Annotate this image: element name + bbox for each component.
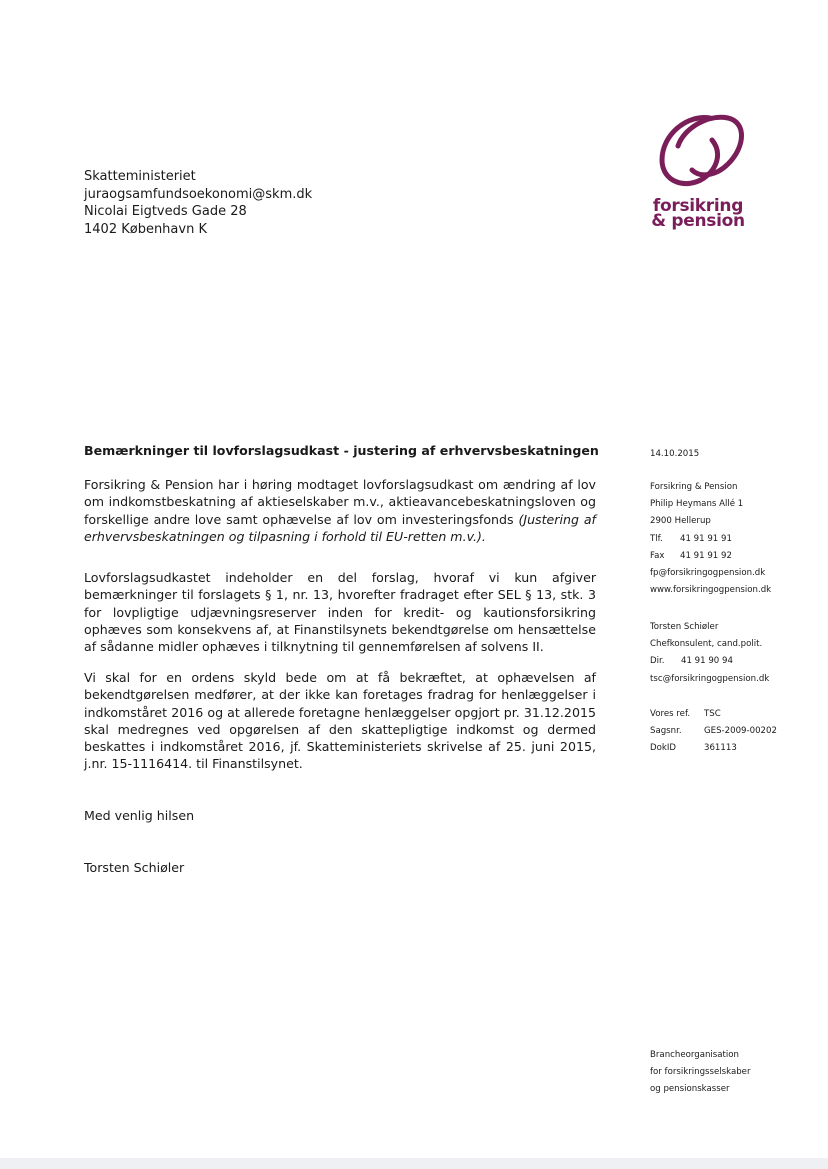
case-number <box>650 723 777 740</box>
closing-greeting: Med venlig hilsen <box>84 808 195 823</box>
contact-name: Torsten Schiøler <box>650 622 719 632</box>
paragraph-1-italic: (Justering af erhvervsbeskatningen og tilpasning i forhold til EU-retten m.v.). <box>84 511 596 544</box>
recipient-city: 1402 København K <box>84 221 207 237</box>
logo-line2: & pension <box>651 211 745 231</box>
sender-block <box>650 479 771 599</box>
sender-website: www.forsikringogpension.dk <box>650 585 772 596</box>
doc-id <box>650 740 777 757</box>
letter-subject: Bemærkninger til lovforslagsudkast - justering af erhvervsbeskatningen <box>84 443 599 458</box>
case-number-value: GES-2009-00202 <box>704 726 777 737</box>
logo-line1: forsikring <box>652 196 744 216</box>
our-ref <box>650 706 777 723</box>
doc-id-label: DokID <box>650 743 677 754</box>
direct-value: 41 91 90 94 <box>681 656 733 667</box>
logo-mark-icon <box>648 106 748 198</box>
our-ref-label: Vores ref. <box>650 709 691 719</box>
company-logo <box>638 104 758 234</box>
sender-org: Forsikring & Pension <box>650 482 738 492</box>
fax-value: 41 91 91 92 <box>680 550 732 561</box>
doc-id-value: 361113 <box>704 743 737 754</box>
contact-block <box>650 619 769 688</box>
our-ref-value: TSC <box>704 709 721 719</box>
fax-label: Fax <box>650 550 665 561</box>
contact-title: Chefkonsulent, cand.polit. <box>650 639 763 650</box>
paragraph-2: Lovforslagsudkastet indeholder en del forslag, hvoraf vi kun afgiver bemærkninger til forslagets § 1, nr. 13, hvorefter fradraget efter SEL § 13, stk. 3 for lovpligtige udjævningsreserver inden for kredit- og kautionsforsikring ophæves som konsekvens af, at Finanstilsynets bekendtgørelse om hensættelse af sådanne midler ophæves i tilknytning til gennemførelsen af solvens II. <box>84 570 596 655</box>
signature-name: Torsten Schiøler <box>84 860 185 875</box>
sender-street: Philip Heymans Allé 1 <box>650 499 744 510</box>
footer-line-2: for forsikringsselskaber <box>650 1067 751 1078</box>
phone-value: 41 91 91 91 <box>680 533 732 544</box>
sender-phone <box>650 531 771 548</box>
sender-email: fp@forsikringogpension.dk <box>650 568 766 579</box>
letter-date: 14.10.2015 <box>650 449 700 459</box>
contact-email: tsc@forsikringogpension.dk <box>650 673 770 684</box>
recipient-email: juraogsamfundsoekonomi@skm.dk <box>84 186 313 202</box>
direct-label: Dir. <box>650 656 665 667</box>
footer-line-1: Brancheorganisation <box>650 1050 740 1060</box>
paragraph-1 <box>84 476 596 545</box>
sender-fax <box>650 548 771 565</box>
scan-edge <box>0 1158 828 1169</box>
case-number-label: Sagsnr. <box>650 726 682 737</box>
logo-wordmark <box>638 196 758 231</box>
recipient-address <box>84 168 312 238</box>
phone-label: Tlf. <box>650 533 663 544</box>
footer-org-description <box>650 1047 751 1099</box>
paragraph-1-text: Forsikring & Pension har i høring modtaget lovforslagsudkast om ændring af lov om indkomstbeskatning af aktieselskaber m.v., aktieavancebeskatningsloven og forskellige andre love samt ophævelse af lov om investeringsfonds <box>84 477 596 527</box>
sender-city: 2900 Hellerup <box>650 516 711 527</box>
recipient-street: Nicolai Eigtveds Gade 28 <box>84 204 247 219</box>
footer-line-3: og pensionskasser <box>650 1084 730 1095</box>
recipient-name: Skatteministeriet <box>84 169 196 184</box>
reference-block <box>650 706 777 758</box>
contact-direct <box>650 653 769 670</box>
paragraph-3: Vi skal for en ordens skyld bede om at få bekræftet, at ophævelsen af bekendtgørelsen medfører, at der ikke kan foretages fradrag for henlæggelser i indkomståret 2016 og at allerede foretagne henlæggelser opgjort pr. 31.12.2015 skal medregnes ved opgørelsen af den skattepligtige indkomst og dermed beskattes i indkomståret 2016, jf. Skatteministeriets skrivelse af 25. juni 2015, j.nr. 15-1116414. til Finanstilsynet. <box>84 670 596 772</box>
